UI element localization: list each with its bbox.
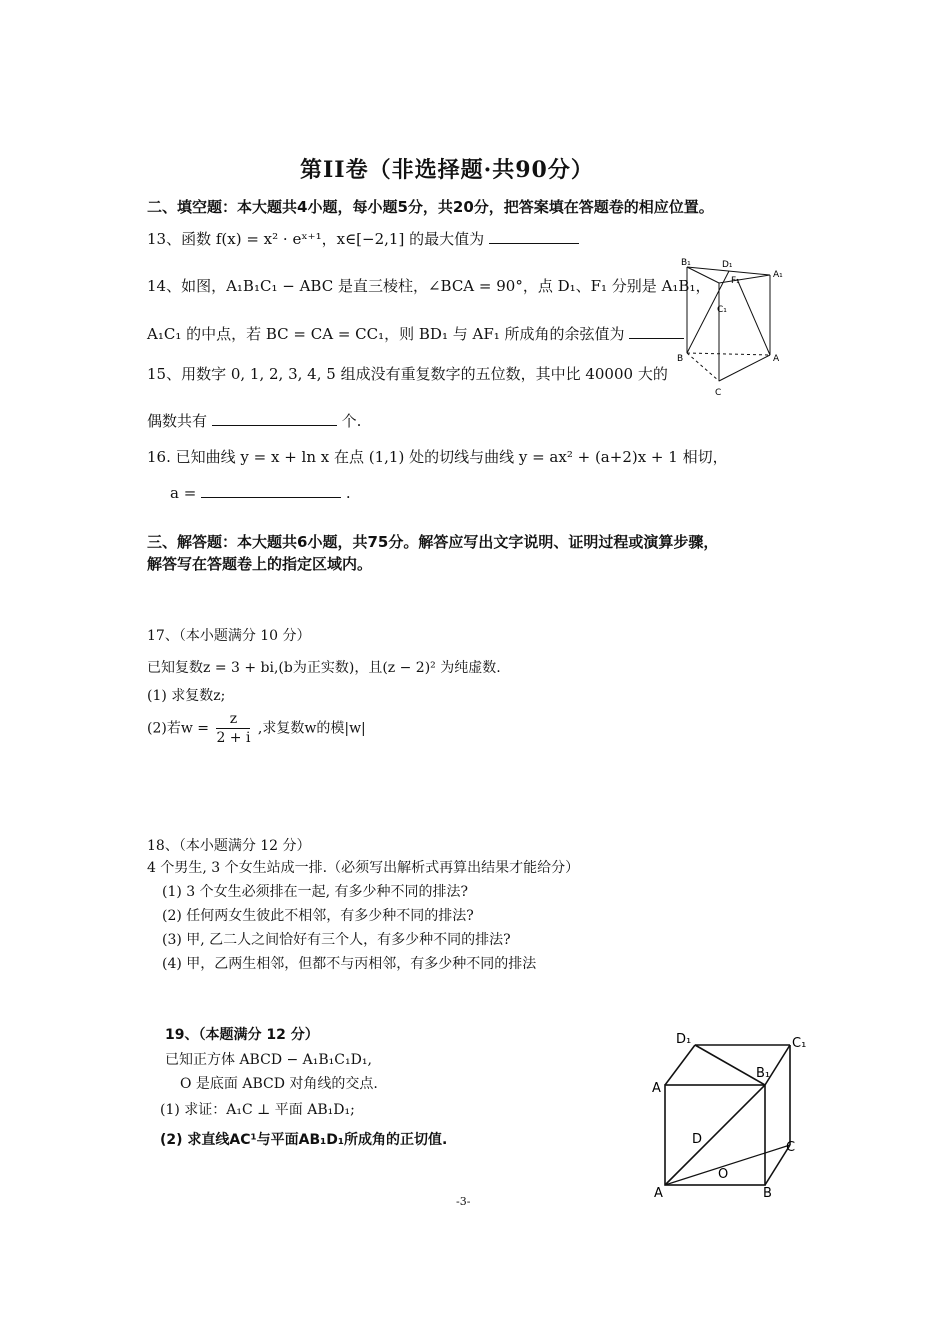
question-16-line2-text: a = [170,484,197,502]
question-17-part2-suffix: ,求复数w的模|w| [257,720,366,737]
section-2-header: 二、填空题：本大题共4小题，每小题5分，共20分，把答案填在答题卷的相应位置。 [147,198,714,216]
cube-label-b1: B₁ [756,1066,771,1081]
cube-figure [650,1025,810,1200]
question-19-heading: 19、（本题满分 12 分） [165,1027,319,1043]
question-17-heading: 17、（本小题满分 10 分） [147,628,311,644]
question-15-line2 [147,410,361,431]
prism-label-d1: D₁ [722,260,733,270]
cube-label-c: C [786,1140,796,1155]
question-16-line1: 16. 已知曲线 y = x + ln x 在点 (1,1) 处的切线与曲线 y = ax² + (a+2)x + 1 相切， [147,448,728,466]
question-13 [147,228,579,249]
prism-label-c: C [715,388,722,398]
fraction-numerator: z [216,710,250,729]
page-number: -3- [456,1195,471,1208]
cube-label-a1: A [652,1081,661,1096]
question-13-text: 13、函数 f(x) = x² · eˣ⁺¹，x∈[−2,1] 的最大值为 [147,230,485,248]
question-18-heading: 18、（本小题满分 12 分） [147,838,311,854]
page-title: 第II卷（非选择题·共90分） [300,157,594,183]
cube-label-b: B [763,1186,772,1200]
question-18-stem: 4 个男生, 3 个女生站成一排.（必须写出解析式再算出结果才能给分） [147,860,580,876]
question-15-line1: 15、用数字 0, 1, 2, 3, 4, 5 组成没有重复数字的五位数，其中比 40000 大的 [147,365,668,383]
cube-label-d: D [692,1132,703,1147]
answer-blank-16 [201,483,341,498]
fraction-z-over-2plusi [216,710,250,747]
prism-label-c1: C₁ [717,305,727,315]
cube-label-a: A [654,1186,663,1200]
question-18-part2: (2) 任何两女生彼此不相邻，有多少种不同的排法? [162,908,474,924]
prism-label-b: B [677,354,684,364]
cube-label-o: O [718,1167,729,1182]
cube-label-d1: D₁ [676,1032,692,1047]
question-19-part1: (1) 求证：A₁C ⊥ 平面 AB₁D₁; [160,1102,355,1118]
question-17-part2 [147,710,366,747]
question-16-line2 [170,483,351,502]
prism-label-b1: B₁ [681,258,691,268]
question-14-line2 [147,323,684,344]
section-3-header-line1: 三、解答题：本大题共6小题，共75分。解答应写出文字说明、证明过程或演算步骤， [147,533,719,551]
question-19-stem2: O 是底面 ABCD 对角线的交点. [180,1076,378,1092]
question-15-line2-suffix: 个. [341,412,362,430]
question-19-part2: (2) 求直线AC¹与平面AB₁D₁所成角的正切值. [160,1132,448,1148]
question-15-line2-text: 偶数共有 [147,412,208,430]
answer-blank-15 [212,411,337,426]
fraction-denominator: 2 + i [216,730,251,746]
prism-label-f1: F₁ [731,276,740,286]
cube-label-c1: C₁ [792,1036,807,1051]
question-14-line2-text: A₁C₁ 的中点，若 BC = CA = CC₁，则 BD₁ 与 AF₁ 所成角的余弦值为 [147,325,625,343]
question-18-part1: (1) 3 个女生必须排在一起, 有多少种不同的排法? [162,884,469,900]
prism-figure [675,255,795,400]
question-14-line1: 14、如图，A₁B₁C₁ − ABC 是直三棱柱，∠BCA = 90°，点 D₁、F₁ 分别是 A₁B₁， [147,277,711,295]
question-17-part1: (1) 求复数z; [147,688,226,704]
question-18-part3: (3) 甲, 乙二人之间恰好有三个人，有多少种不同的排法? [162,932,511,948]
prism-label-a1: A₁ [773,270,783,280]
question-16-line2-suffix: . [345,484,351,502]
answer-blank-13 [489,229,579,244]
question-17-stem: 已知复数z = 3 + bi,(b为正实数)，且(z − 2)² 为纯虚数. [147,660,501,676]
question-17-part2-prefix: (2)若w = [147,720,209,737]
question-19-stem1: 已知正方体 ABCD − A₁B₁C₁D₁, [165,1052,372,1068]
question-18-part4: (4) 甲，乙两生相邻，但都不与丙相邻，有多少种不同的排法 [162,956,537,972]
prism-label-a: A [773,354,780,364]
section-3-header-line2: 解答写在答题卷上的指定区域内。 [147,555,373,573]
